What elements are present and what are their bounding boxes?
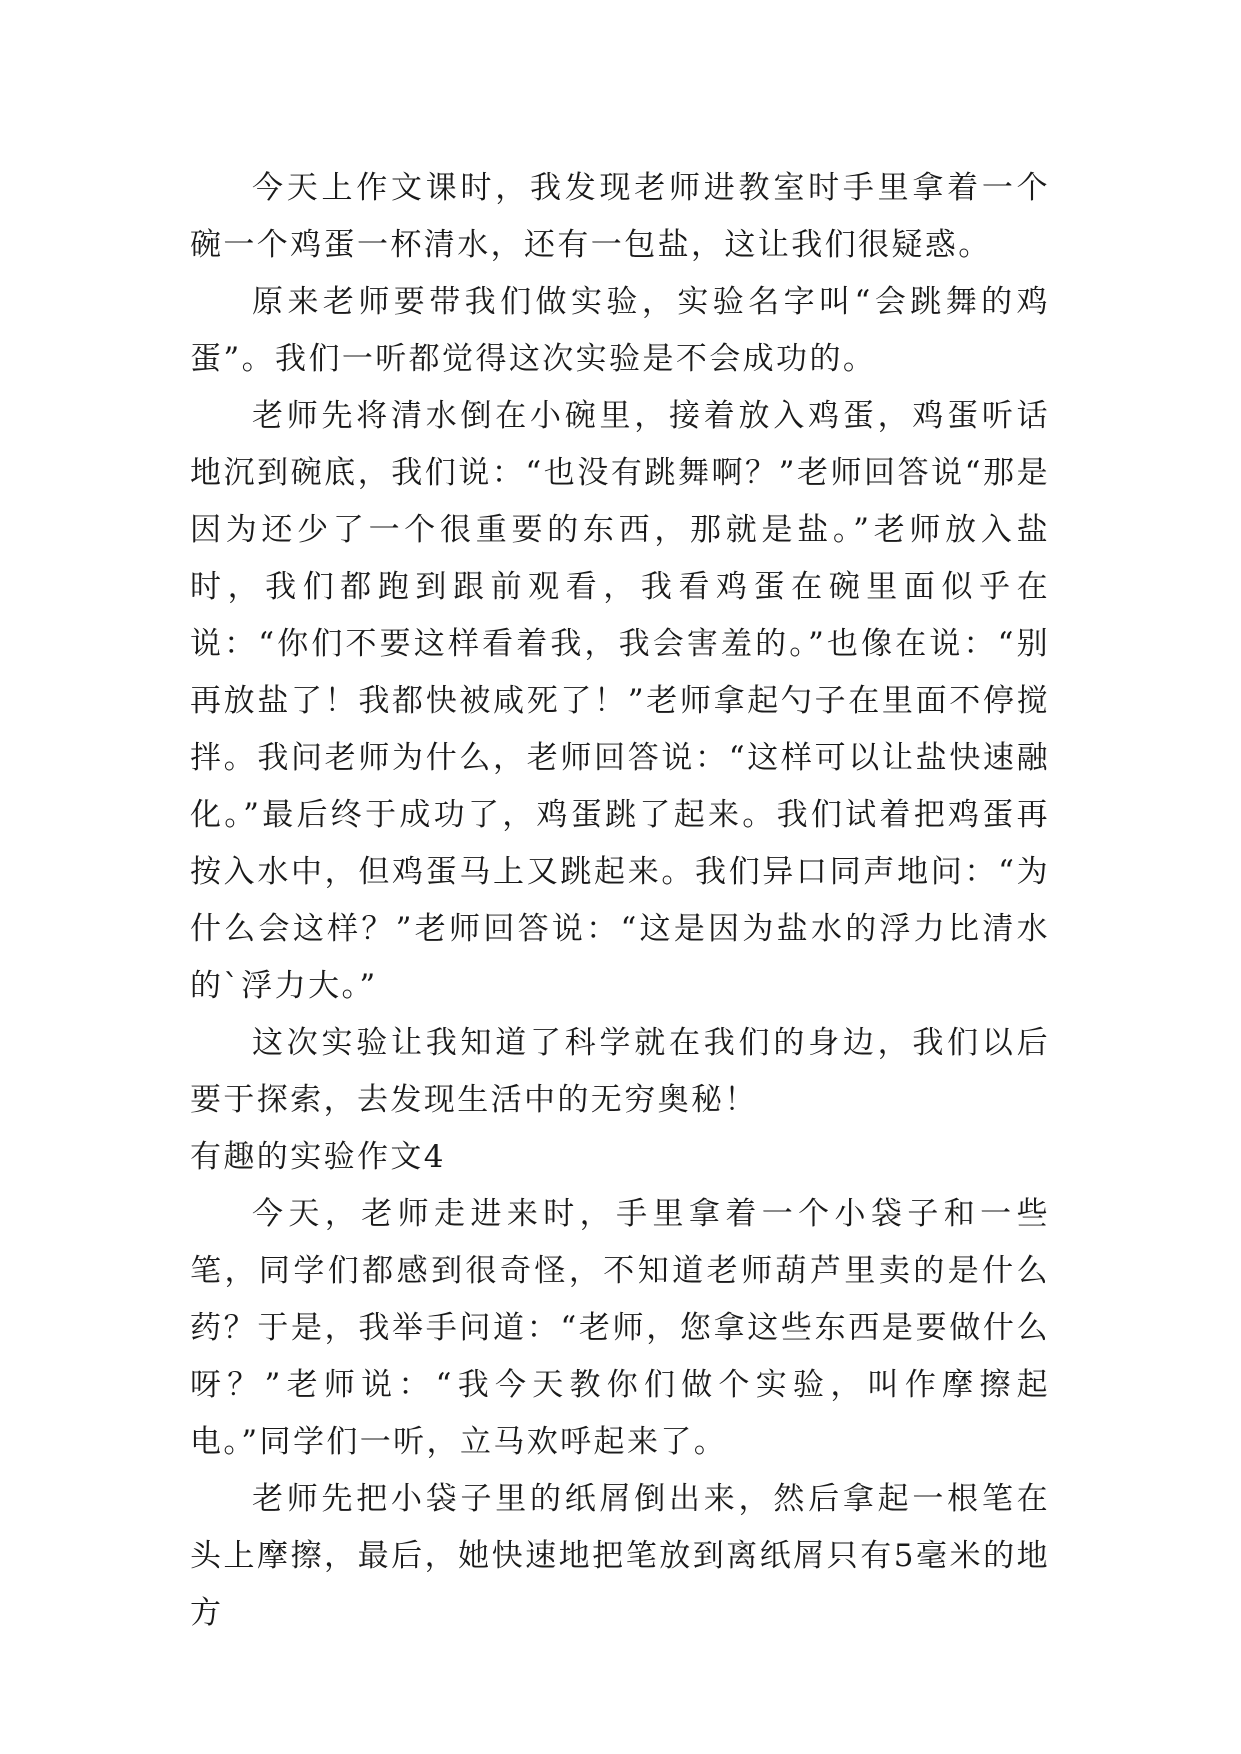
paragraph-1: 今天上作文课时，我发现老师进教室时手里拿着一个碗一个鸡蛋一杯清水，还有一包盐，这让我们很疑惑。 xyxy=(190,170,1050,263)
section-title: 有趣的实验作文4 xyxy=(190,1139,446,1175)
paragraph-6: 老师先把小袋子里的纸屑倒出来，然后拿起一根笔在头上摩擦，最后，她快速地把笔放到离纸屑只有5毫米的地方 xyxy=(190,1481,1050,1631)
paragraph-4: 这次实验让我知道了科学就在我们的身边，我们以后要于探索，去发现生活中的无穷奥秘！ xyxy=(190,1025,1050,1118)
paragraph-3: 老师先将清水倒在小碗里，接着放入鸡蛋，鸡蛋听话地沉到碗底，我们说：“也没有跳舞啊？”老师回答说“那是因为还少了一个很重要的东西，那就是盐。”老师放入盐时，我们都跑到跟前观看，我看鸡蛋在碗里面似乎在说：“你们不要这样看着我，我会害羞的。”也像在说：“别再放盐了！我都快被咸死了！”老师拿起勺子在里面不停搅拌。我问老师为什么，老师回答说：“这样可以让盐快速融化。”最后终于成功了，鸡蛋跳了起来。我们试着把鸡蛋再按入水中，但鸡蛋马上又跳起来。我们异口同声地问：“为什么会这样？”老师回答说：“这是因为盐水的浮力比清水的`浮力大。” xyxy=(190,398,1050,1004)
paragraph-5: 今天，老师走进来时，手里拿着一个小袋子和一些笔，同学们都感到很奇怪，不知道老师葫芦里卖的是什么药？于是，我举手问道：“老师，您拿这些东西是要做什么呀？”老师说：“我今天教你们做个实验，叫作摩擦起电。”同学们一听，立马欢呼起来了。 xyxy=(190,1196,1050,1460)
document-body xyxy=(190,160,1050,1642)
paragraph-2: 原来老师要带我们做实验，实验名字叫“会跳舞的鸡蛋”。我们一听都觉得这次实验是不会成功的。 xyxy=(190,284,1050,377)
